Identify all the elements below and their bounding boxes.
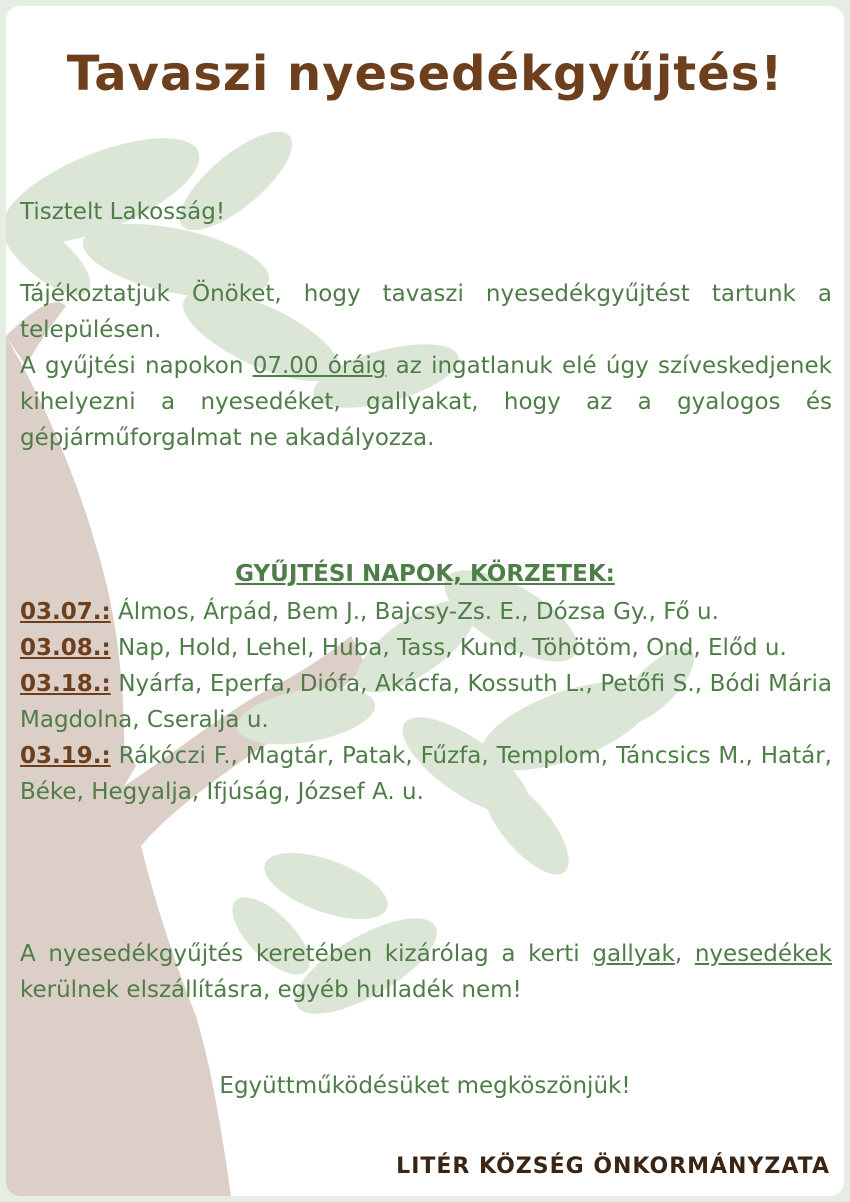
note-separator: , — [674, 941, 695, 967]
signature: LITÉR KÖZSÉG ÖNKORMÁNYZATA — [396, 1154, 830, 1179]
schedule-date: 03.19.: — [20, 743, 111, 769]
thanks-line: Együttműködésüket megköszönjük! — [219, 1073, 631, 1099]
note-emphasis-gallyak: gallyak — [592, 941, 675, 967]
flyer-page — [6, 6, 844, 1196]
schedule-date: 03.08.: — [20, 635, 111, 661]
schedule-list — [20, 594, 832, 810]
schedule-streets: Rákóczi F., Magtár, Patak, Fűzfa, Templom, Táncsics M., Határ, Béke, Hegyalja, Ifjúság, József A. u. — [20, 743, 832, 805]
schedule-entry — [20, 630, 832, 666]
intro-sentence-1: Tájékoztatjuk Önöket, hogy tavaszi nyesedékgyűjtést tartunk a településen. — [20, 281, 832, 343]
note-paragraph — [20, 936, 832, 1008]
schedule-date: 03.18.: — [20, 671, 111, 697]
schedule-heading: GYŰJTÉSI NAPOK, KÖRZETEK: — [235, 561, 615, 587]
schedule-entry — [20, 594, 832, 630]
intro-paragraph — [20, 276, 832, 456]
note-start: A nyesedékgyűjtés keretében kizárólag a kerti — [20, 941, 593, 967]
schedule-date: 03.07.: — [20, 599, 111, 625]
schedule-streets: Álmos, Árpád, Bem J., Bajcsy-Zs. E., Dózsa Gy., Fő u. — [118, 599, 719, 625]
schedule-streets: Nap, Hold, Lehel, Huba, Tass, Kund, Töhötöm, Ond, Előd u. — [118, 635, 787, 661]
greeting: Tisztelt Lakosság! — [20, 199, 226, 225]
page-title: Tavaszi nyesedékgyűjtés! — [66, 46, 784, 102]
schedule-entry — [20, 666, 832, 738]
intro-sentence-2 — [20, 348, 832, 456]
intro-sentence-2-start: A gyűjtési napokon — [20, 353, 253, 379]
collection-time: 07.00 óráig — [252, 353, 387, 379]
schedule-entry — [20, 738, 832, 810]
note-emphasis-nyesedekek: nyesedékek — [694, 941, 833, 967]
intro-sentence-2-end: az ingatlanuk elé úgy szíveskedjenek kihelyezni a nyesedéket, gallyakat, hogy az a gyalogos és gépjárműforgalmat ne akadályozza. — [20, 353, 832, 451]
note-end: kerülnek elszállításra, egyéb hulladék nem! — [20, 977, 522, 1003]
schedule-streets: Nyárfa, Eperfa, Diófa, Akácfa, Kossuth L., Petőfi S., Bódi Mária Magdolna, Cseralja u. — [20, 671, 833, 733]
